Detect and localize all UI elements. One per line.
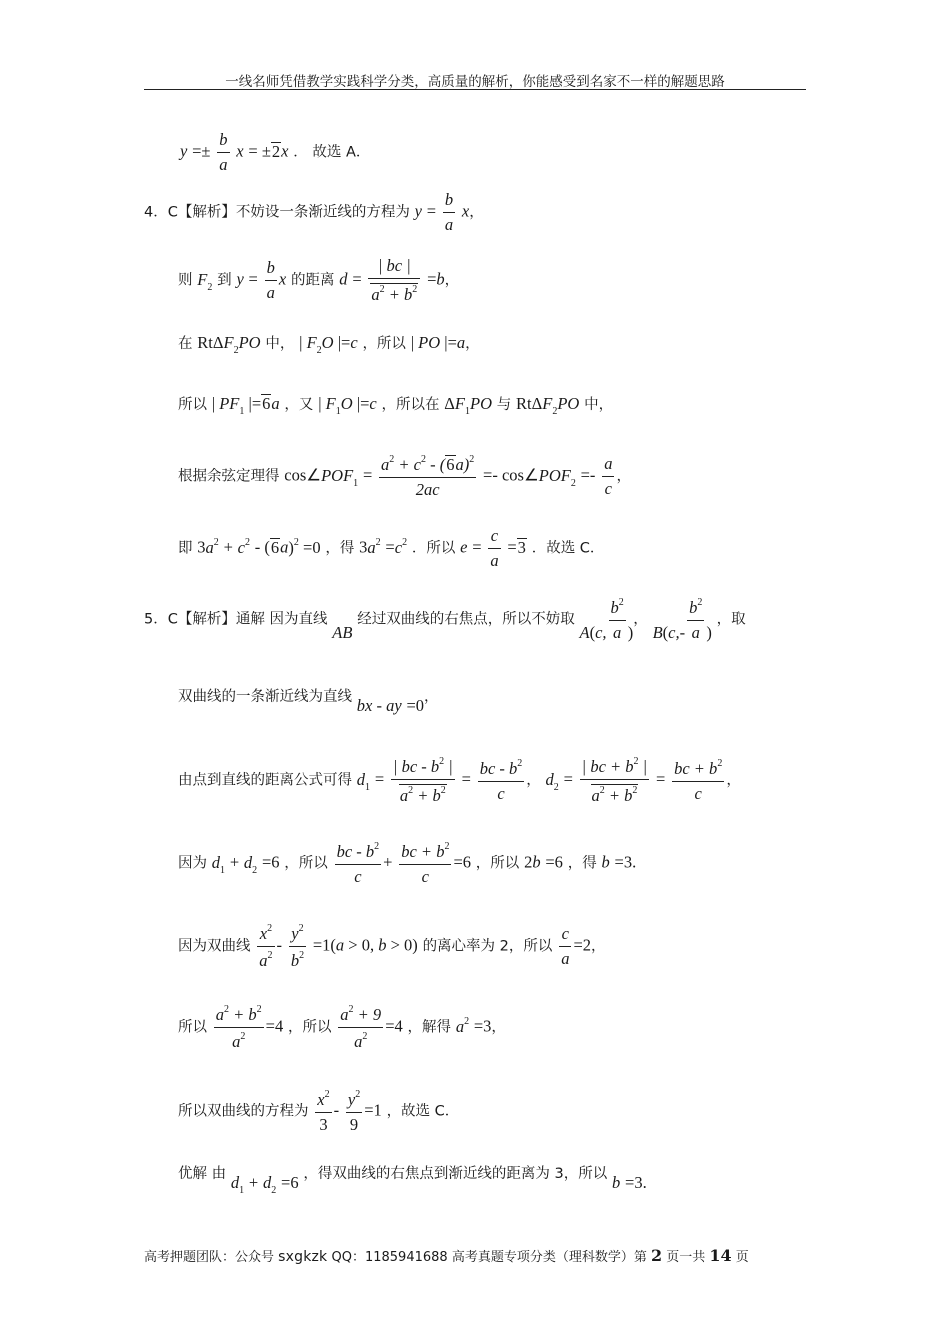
text-suoyi: ，所以 [475,855,520,872]
text-distance-formula: 由点到直线的距离公式可得 [178,772,352,789]
footer-total-pages: 14 [709,1246,732,1265]
text-zhong: 中， [265,336,295,352]
answer-5-intro: 5．C【解析】通解 因为直线 AB 经过双曲线的右焦点，所以不妨取 A(c, $\frac{b^2}{a}$ )， B(c,- $\frac{b^2}{a}$ ) ，取 [144,597,746,642]
answer-5-equation: 所以双曲线的方程为 $\frac{x^2}{3}$ - $\frac{y^2}{9}$ =1 ，故选 C． [178,1089,460,1134]
answer-5-eccentricity: 因为双曲线 $\frac{x^2}{a^2}$ - $\frac{y^2}{b^2}$ =1(a > 0, b > 0) 的离心率为 2，所以 $\frac{c}{a}$ =2， [178,923,606,970]
footer-account: sxgkzk [278,1249,328,1265]
text-de: ，得 [325,540,355,557]
text-you: ，又 [284,397,314,413]
answer-5-intro-text: 5．C【解析】通解 因为直线 [144,611,328,628]
page-footer [144,1246,806,1265]
text-zai: 在 [178,336,193,352]
text-distance-3: ，得双曲线的右焦点到渐近线的距离为 3，所以 [303,1166,608,1182]
answer-5-solve-a: 所以 $\frac{a^2 + b^2}{a^2}$ =4 ，所以 $\frac{a^2 + 9}{a^2}$ =4 ，解得 $a^2 =3$， [178,1004,506,1051]
answer-4-cosine-law: 根据余弦定理得 $\cos\angle POF_1$ = $\frac{a^2 + c^2 - (6a)^2}{2ac}$ =- $\cos\angle POF_2$ =- $\frac{a}{c}$ ， [178,454,631,499]
answer-4-distance: 则 $F_2$ 到 y = $\frac{b}{a}$ x 的距离 d = $\frac{| bc |}{a^2 + b^2}$ =b， [178,256,460,304]
answer-3-conclusion: y =± $\frac{b}{a}$ x = ±2x ． 故选 A． [180,130,371,174]
text-suoyi: ．所以 [411,540,456,557]
text-suoyi: ，所以 [362,336,406,352]
footer-page-mid: 页一共 [662,1250,710,1265]
text-youjie: 优解 由 [178,1166,227,1182]
footer-page-number: 2 [650,1246,663,1265]
text-asymptote: 双曲线的一条渐近线为直线 [178,689,352,705]
text-ze: 则 [178,272,193,289]
text-dao: 到 [217,272,232,289]
answer-5-shortcut: 优解 由 $d_1 + d_2 =6$ ，得双曲线的右焦点到渐近线的距离为 3，所以 b =3. [178,1166,647,1196]
text-hyperbola: 因为双曲线 [178,938,251,955]
footer-qq: QQ：1185941688 高考真题专项分类（理科数学）第 [327,1250,651,1265]
text-ji: 即 [178,540,193,557]
text-suoyi: 所以 [178,397,207,413]
header-rule [144,89,806,90]
text-take: 经过双曲线的右焦点，所以不妨取 [357,611,575,628]
answer-4-pf1: 所以 | $PF_1$ |=6a ，又 | $F_1O$ |=c ，所以在 $\Delta F_1PO$ 与 RtΔF$_2$PO 中， [178,394,614,417]
answer-4-result: 即 $3a^2 + c^2 - (6a)^2 =0$ ，得 $3a^2 =c^2$ ．所以 e = $\frac{c}{a}$ =3 ．故选 C． [178,526,605,570]
answer-4-intro: 4．C【解析】不妨设一条渐近线的方程为 y = $\frac{b}{a}$ x， [144,190,484,234]
text-qu: ，取 [716,611,746,628]
text-jiede: ，解得 [407,1019,452,1036]
text-suoyi: 所以 [178,1019,207,1036]
footer-team: 高考押题团队：公众号 [144,1250,279,1265]
answer-5-sum: 因为 $d_1 + d_2 =6$ ，所以 $\frac{bc - b^2}{c}$ + $\frac{bc + b^2}{c}$ =6 ，所以 2b =6 ，得 b =3. [178,841,637,886]
answer-4-intro-text: 4．C【解析】不妨设一条渐近线的方程为 [144,204,410,221]
footer-page-end: 页 [731,1250,749,1265]
text-eccentricity: 的离心率为 2，所以 [422,938,553,955]
text-choose-c: ．故选 C． [531,540,605,557]
text-suoyi: ，所以 [284,855,328,872]
text-zhong: 中， [584,397,614,413]
answer-4-triangle: 在 RtΔF$_2$PO 中， | $F_2O$ |=c ，所以 | PO |=a， [178,333,480,356]
answer-5-distances: 由点到直线的距离公式可得 $d_1$ = $\frac{| bc - b^2 |}{a^2 + b^2}$ = $\frac{bc - b^2}{c}$ ， $d_2$ = $\frac{| bc + b^2 |}{a^2 + b^2}$ = $\frac{bc + b^2}{c}$ ， [178,756,741,805]
text-equation: 所以双曲线的方程为 [178,1103,309,1120]
text-distance: 的距离 [291,272,335,289]
text-yu: 与 [496,397,512,413]
text-suoyi: ，所以 [288,1019,332,1036]
text-suoyi-zai: ，所以在 [381,397,440,413]
page-header: 一线名师凭借教学实践科学分类，高质量的解析，你能感受到名家不一样的解题思路 [225,74,725,90]
text-de: ，得 [567,855,597,872]
text-choose-c: ，故选 C． [386,1103,460,1120]
answer-5-asymptote: 双曲线的一条渐近线为直线 bx - ay =0， [178,689,439,715]
text-cosine-law: 根据余弦定理得 [178,468,280,485]
text-yinwei: 因为 [178,855,207,872]
